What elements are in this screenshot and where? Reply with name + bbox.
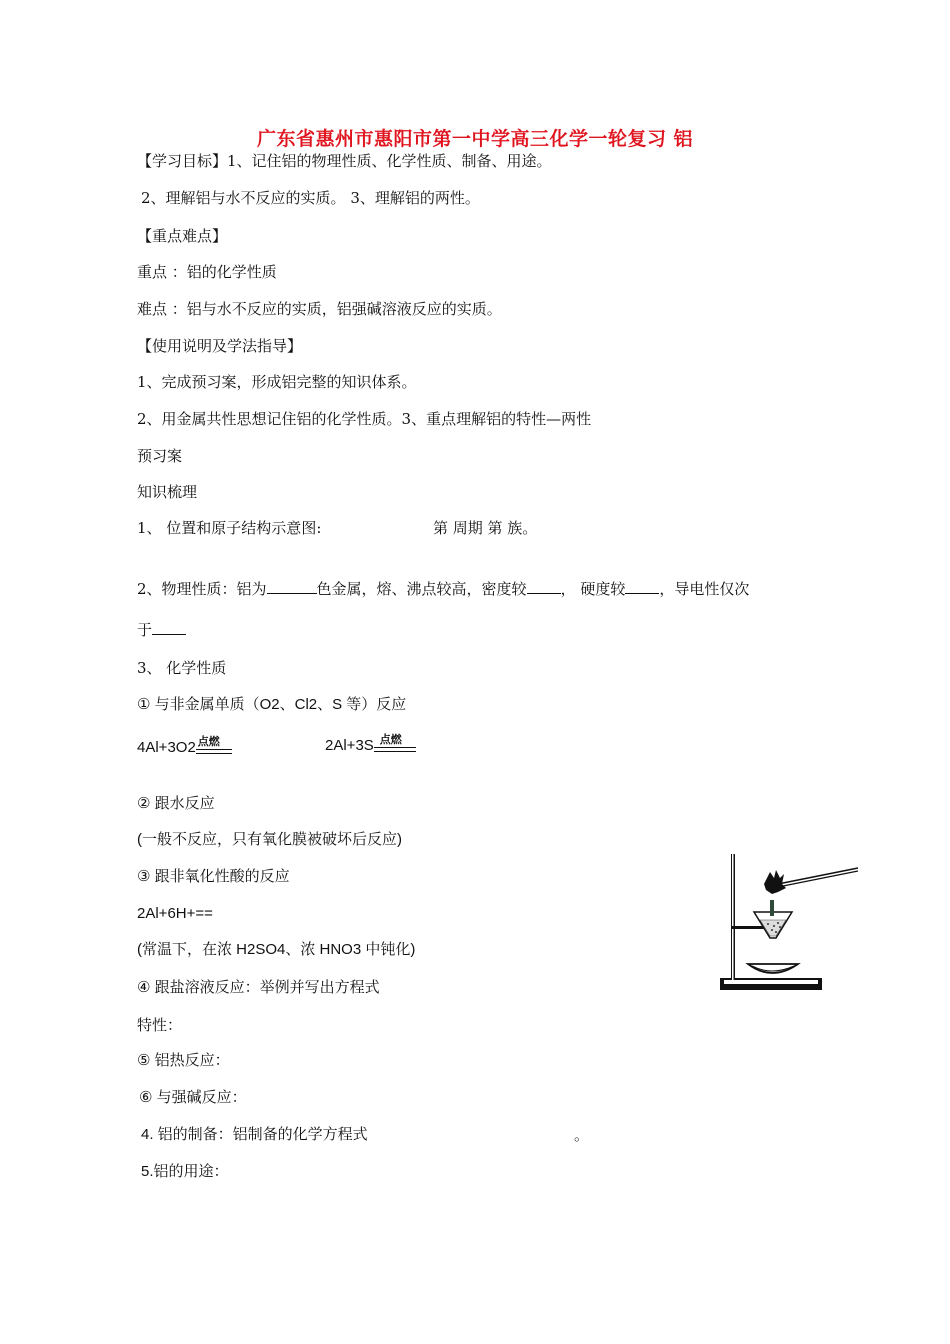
guide-heading: 【使用说明及学法指导】 xyxy=(137,337,303,355)
guide-item-1: 1、完成预习案，形成铝完整的知识体系。 xyxy=(137,373,417,391)
wooden-splint xyxy=(778,868,858,884)
conductivity-blank xyxy=(152,620,186,635)
passivation-note: (常温下，在浓 H2SO4、浓 HNO3 中钝化) xyxy=(137,941,416,958)
density-blank xyxy=(527,579,561,594)
equation-al-o2-text: 4Al+3O2 xyxy=(137,739,196,756)
equation-al-s xyxy=(325,736,416,756)
objectives-line-1: 【学习目标】1、记住铝的物理性质、化学性质、制备、用途。 xyxy=(137,152,552,170)
position-blank: 第 周期 第 族。 xyxy=(433,519,538,537)
physical-text-5: 于 xyxy=(137,621,153,639)
evaporating-dish xyxy=(748,964,798,973)
reaction-condition-mark xyxy=(196,738,232,758)
physical-properties xyxy=(137,579,749,599)
aluminum-uses: 5.铝的用途： xyxy=(141,1163,229,1180)
special-heading: 特性： xyxy=(137,1016,183,1034)
physical-text-1: 2、物理性质：铝为 xyxy=(137,580,267,598)
equation-al-acid: 2Al+6H+== xyxy=(137,905,213,922)
condition-label: 点燃 xyxy=(379,734,402,746)
thermite-reaction: ⑤ 铝热反应： xyxy=(137,1052,230,1069)
condition-label: 点燃 xyxy=(197,736,220,748)
preparation-period: 。 xyxy=(574,1126,590,1144)
physical-text-2: 色金属，熔、沸点较高，密度较 xyxy=(316,580,527,598)
key-points-heading: 【重点难点】 xyxy=(137,227,228,245)
equation-al-o2 xyxy=(137,738,232,758)
equation-al-s-text: 2Al+3S xyxy=(325,737,374,754)
knowledge-heading: 知识梳理 xyxy=(137,483,198,501)
reaction-water: ② 跟水反应 xyxy=(137,795,215,812)
color-blank xyxy=(267,579,317,594)
reaction-nonmetal: ① 与非金属单质（O2、Cl2、S 等）反应 xyxy=(137,696,407,713)
reaction-acid: ③ 跟非氧化性酸的反应 xyxy=(137,868,290,885)
reaction-salt: ④ 跟盐溶液反应：举例并写出方程式 xyxy=(137,979,380,996)
flame-icon xyxy=(764,870,786,894)
reaction-condition-mark xyxy=(374,736,416,756)
position-question: 1、 位置和原子结构示意图: xyxy=(137,519,322,537)
chemical-heading: 3、 化学性质 xyxy=(137,659,227,677)
key-point: 重点 ：铝的化学性质 xyxy=(137,263,277,281)
hardness-blank xyxy=(625,579,659,594)
magnesium-ribbon xyxy=(770,900,774,916)
thermite-apparatus-illustration xyxy=(716,850,864,996)
physical-text-4: ，导电性仅次 xyxy=(659,580,750,598)
aluminum-preparation: 4. 铝的制备：铝制备的化学方程式 xyxy=(141,1126,368,1143)
guide-item-2: 2、用金属共性思想记住铝的化学性质。3、重点理解铝的特性—两性 xyxy=(137,410,592,428)
document-title: 广东省惠州市惠阳市第一中学高三化学一轮复习 铝 xyxy=(256,128,694,150)
preview-heading: 预习案 xyxy=(137,447,183,465)
reaction-water-note: (一般不反应，只有氧化膜被破坏后反应) xyxy=(137,831,402,848)
strong-base-reaction: ⑥ 与强碱反应： xyxy=(139,1089,247,1106)
physical-properties-cont xyxy=(137,620,186,640)
difficulty-point: 难点 ：铝与水不反应的实质，铝强碱溶液反应的实质。 xyxy=(137,300,502,318)
physical-text-3: ， 硬度较 xyxy=(560,580,626,598)
objectives-line-2: 2、理解铝与水不反应的实质。 3、理解铝的两性。 xyxy=(141,189,480,207)
